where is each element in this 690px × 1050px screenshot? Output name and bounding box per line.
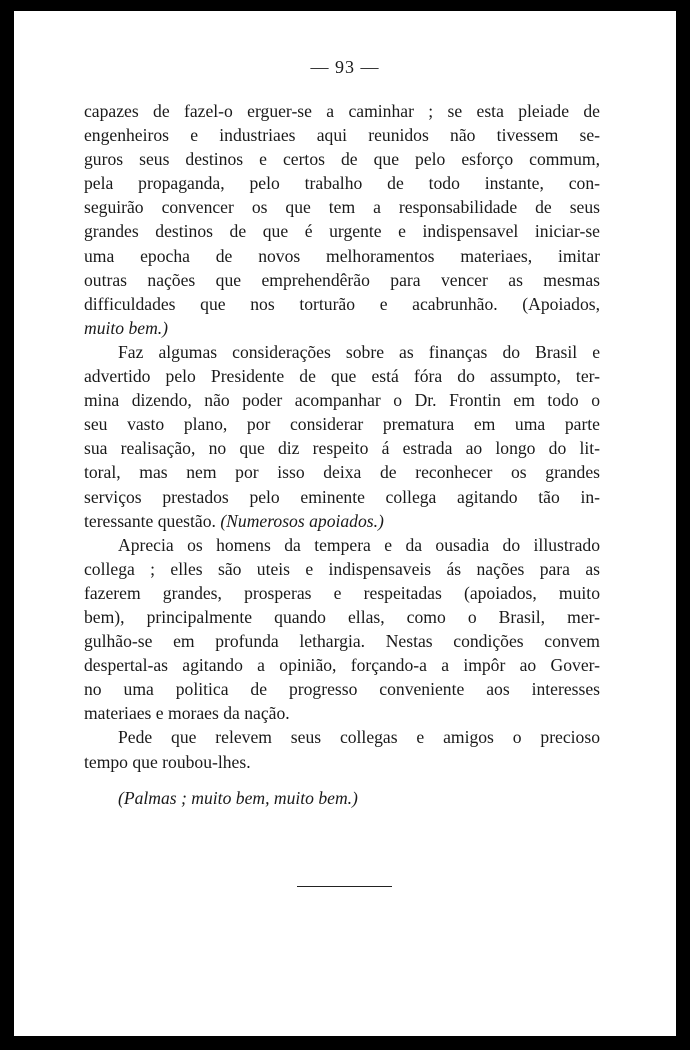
text-line: collega ; elles são uteis e indispensaveis ás nações para as xyxy=(84,558,600,579)
text-line: grandes destinos de que é urgente e indispensavel iniciar-se xyxy=(84,221,600,242)
text-line: capazes de fazel-o erguer-se a caminhar ; se esta pleiade de xyxy=(84,101,600,121)
paragraph-first-line: Pede que relevem seus collegas e amigos o precioso xyxy=(118,727,600,748)
text-line: toral, mas nem por isso deixa de reconhecer os grandes xyxy=(84,462,600,483)
text-line-final: materiaes e moraes da nação. xyxy=(84,703,290,724)
body-text xyxy=(84,99,600,810)
text-line: seu vasto plano, por considerar prematura em uma parte xyxy=(84,414,600,435)
text-line: uma epocha de novos melhoramentos materiaes, imitar xyxy=(84,245,600,266)
end-rule xyxy=(297,886,392,887)
closing-remark: (Palmas ; muito bem, muito bem.) xyxy=(118,787,358,808)
text-line: mina dizendo, não poder acompanhar o Dr. Frontin em todo o xyxy=(84,390,600,411)
paragraph-first-line: Faz algumas considerações sobre as finanças do Brasil e xyxy=(118,341,600,362)
text-plain: teressante questão. xyxy=(84,510,221,531)
page-number: — 93 — xyxy=(310,57,380,77)
text-line: difficuldades que nos torturão e acabrunhão. (Apoiados, xyxy=(84,293,600,314)
paragraph-first-line: Aprecia os homens da tempera e da ousadia do illustrado xyxy=(118,534,600,555)
text-line: guros seus destinos e certos de que pelo esforço commum, xyxy=(84,149,600,170)
text-line: advertido pelo Presidente de que está fóra do assumpto, ter- xyxy=(84,366,600,387)
text-line: despertal-as agitando a opinião, forçando-a a impôr ao Gover- xyxy=(84,655,600,676)
text-line-final: tempo que roubou-lhes. xyxy=(84,751,251,772)
text-line-italic: muito bem.) xyxy=(84,317,169,338)
text-italic: (Numerosos apoiados.) xyxy=(220,510,384,531)
text-line: sua realisação, no que diz respeito á estrada ao longo do lit- xyxy=(84,438,600,459)
text-line: serviços prestados pelo eminente collega agitando tão in- xyxy=(84,486,600,507)
text-line: no uma politica de progresso conveniente aos interesses xyxy=(84,679,600,700)
text-line: engenheiros e industriaes aqui reunidos não tivessem se- xyxy=(84,125,600,146)
text-line: bem), principalmente quando ellas, como o Brasil, mer- xyxy=(84,606,600,627)
text-line: gulhão-se em profunda lethargia. Nestas condições convem xyxy=(84,631,600,652)
text-line: pela propaganda, pelo trabalho de todo instante, con- xyxy=(84,173,600,194)
document-page xyxy=(14,11,676,1036)
text-line-final xyxy=(84,509,600,533)
text-line: seguirão convencer os que tem a responsabilidade de seus xyxy=(84,197,600,218)
text-line: fazerem grandes, prosperas e respeitadas (apoiados, muito xyxy=(84,582,600,603)
text-line: outras nações que emprehendêrão para vencer as mesmas xyxy=(84,269,600,290)
